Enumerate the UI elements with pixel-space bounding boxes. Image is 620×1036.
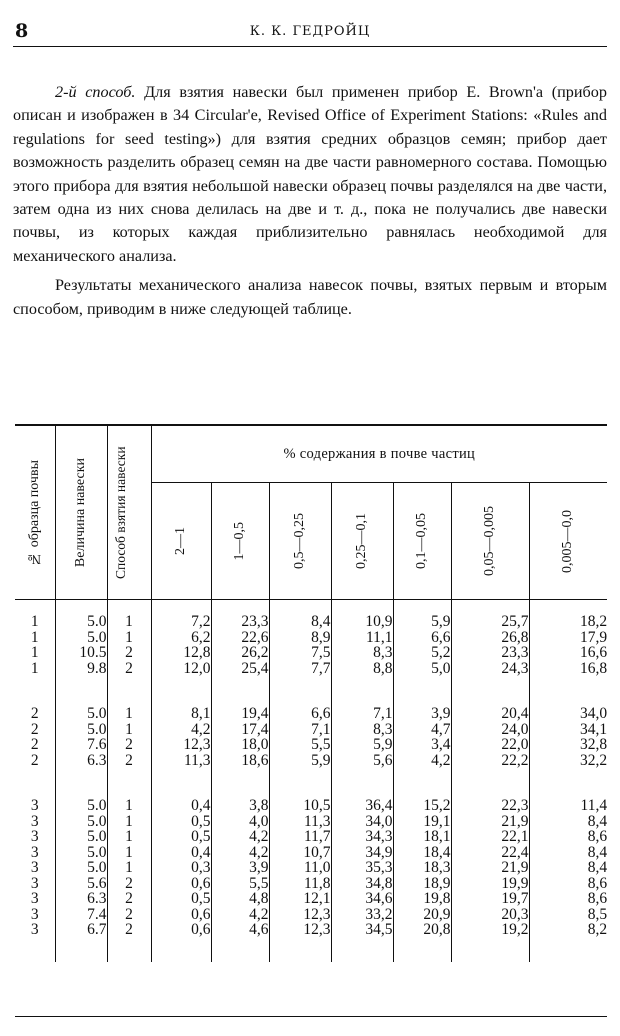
table-row	[15, 814, 607, 830]
spacer-cell	[151, 768, 211, 798]
table-cell: 7.4	[55, 907, 107, 923]
fraction-header	[151, 483, 211, 600]
table-cell: 22,1	[451, 829, 529, 845]
table-cell: 12,3	[269, 922, 331, 938]
body-text	[13, 81, 607, 321]
spacer-cell	[331, 938, 393, 962]
spacer-cell	[451, 676, 529, 706]
table-cell: 5,9	[269, 753, 331, 769]
table-cell: 4,6	[211, 922, 269, 938]
table-cell: 2	[107, 737, 151, 753]
table-cell: 11,0	[269, 860, 331, 876]
header-sample-number	[15, 425, 55, 600]
spacer-cell	[393, 768, 451, 798]
table-cell: 7,1	[269, 722, 331, 738]
table-row	[15, 722, 607, 738]
spacer-cell	[331, 676, 393, 706]
table-cell: 34,9	[331, 845, 393, 861]
table-cell: 3,4	[393, 737, 451, 753]
table-cell: 3	[30, 812, 39, 830]
table-cell: 1	[107, 706, 151, 722]
table-cell: 18,2	[529, 614, 607, 630]
table-cell: 2	[30, 736, 39, 753]
table-cell: 1	[107, 798, 151, 814]
table-cell: 8,6	[529, 891, 607, 907]
fraction-label: 1—0,5	[232, 521, 247, 561]
table-cell: 22,3	[451, 798, 529, 814]
fraction-header	[269, 483, 331, 600]
table-cell: 2	[107, 922, 151, 938]
table-cell: 1	[30, 628, 39, 646]
spacer-cell	[529, 676, 607, 706]
spacer-cell	[107, 600, 151, 615]
table-cell: 6.7	[55, 922, 107, 938]
table-cell: 0,4	[151, 798, 211, 814]
table-cell: 8,3	[331, 645, 393, 661]
group-spacer	[15, 938, 607, 962]
table-cell: 6,2	[151, 630, 211, 646]
spacer-cell	[15, 768, 55, 798]
table-cell: 6.3	[55, 753, 107, 769]
spacer-cell	[15, 600, 55, 615]
table-cell: 18,6	[211, 753, 269, 769]
table-cell: 1	[30, 644, 39, 661]
table-cell: 22,2	[451, 753, 529, 769]
table-cell: 11,4	[529, 798, 607, 814]
table-cell: 5,5	[211, 876, 269, 892]
table-cell: 1	[107, 860, 151, 876]
table-cell: 18,9	[393, 876, 451, 892]
table-cell: 5.0	[55, 814, 107, 830]
table-cell: 7,5	[269, 645, 331, 661]
table-row	[15, 737, 607, 753]
table-cell: 11,8	[269, 876, 331, 892]
spacer-cell	[451, 600, 529, 615]
table-cell: 6,6	[393, 630, 451, 646]
spacer-cell	[151, 676, 211, 706]
table-cell: 5.0	[55, 798, 107, 814]
table-cell: 0,6	[151, 922, 211, 938]
table-cell: 3	[30, 890, 39, 907]
table-cell: 26,8	[451, 630, 529, 646]
header-weight-label: Величина навески	[73, 457, 88, 568]
table-cell: 11,7	[269, 829, 331, 845]
table-cell: 21,9	[451, 860, 529, 876]
fraction-header	[451, 483, 529, 600]
table-cell: 1	[107, 845, 151, 861]
table-cell: 18,4	[393, 845, 451, 861]
table-cell: 19,8	[393, 891, 451, 907]
table-cell: 7,7	[269, 661, 331, 677]
table-cell: 20,9	[393, 907, 451, 923]
table-cell: 24,0	[451, 722, 529, 738]
page-number: 8	[15, 20, 29, 42]
group-spacer	[15, 768, 607, 798]
spacer-cell	[55, 938, 107, 962]
fraction-label: 0,1—0,05	[414, 513, 429, 569]
spacer-cell	[211, 768, 269, 798]
table-cell: 20,8	[393, 922, 451, 938]
spacer-cell	[15, 938, 55, 962]
table-row	[15, 829, 607, 845]
fraction-header	[331, 483, 393, 600]
table-cell: 34,5	[331, 922, 393, 938]
table-cell: 34,1	[529, 722, 607, 738]
table-cell: 12,3	[151, 737, 211, 753]
table-cell: 2	[107, 753, 151, 769]
table-cell: 5,9	[331, 737, 393, 753]
paragraph-results-intro: Результаты механического анализа навесок почвы, взятых первым и вторым способом, приводим в ниже следующей таблице.	[13, 276, 607, 318]
table-cell: 8,4	[529, 845, 607, 861]
table-row	[15, 922, 607, 938]
table-cell: 10,5	[269, 798, 331, 814]
table-cell: 21,9	[451, 814, 529, 830]
spacer-cell	[529, 600, 607, 615]
table-cell: 2	[107, 891, 151, 907]
table-cell: 6,6	[269, 706, 331, 722]
table-bottom-rule	[15, 1016, 607, 1017]
table-cell: 3	[30, 874, 39, 892]
spacer-cell	[269, 676, 331, 706]
table-cell: 3	[30, 859, 39, 876]
table-cell: 19,4	[211, 706, 269, 722]
table-cell: 8,5	[529, 907, 607, 923]
table-cell: 4,2	[393, 753, 451, 769]
table-cell: 19,2	[451, 922, 529, 938]
table-cell: 8,4	[529, 860, 607, 876]
table-row	[15, 907, 607, 923]
table-cell: 8,3	[331, 722, 393, 738]
table-cell: 4,2	[211, 845, 269, 861]
table-cell: 26,2	[211, 645, 269, 661]
spacer-cell	[211, 600, 269, 615]
fraction-header	[211, 483, 269, 600]
table-cell: 10.5	[55, 645, 107, 661]
table-cell: 2	[30, 720, 39, 738]
spacer-cell	[331, 600, 393, 615]
table-body	[15, 600, 607, 962]
fraction-label: 0,25—0,1	[354, 513, 369, 569]
table-cell: 5.6	[55, 876, 107, 892]
spacer-cell	[107, 768, 151, 798]
table-row	[15, 876, 607, 892]
spacer-cell	[269, 768, 331, 798]
table-cell: 8,6	[529, 876, 607, 892]
spacer-cell	[55, 600, 107, 615]
fraction-header	[529, 483, 607, 600]
table-cell: 25,4	[211, 661, 269, 677]
table-cell: 20,4	[451, 706, 529, 722]
table-cell: 18,1	[393, 829, 451, 845]
table-cell: 5,2	[393, 645, 451, 661]
header-method-label: Способ взятия навески	[113, 446, 128, 579]
table-cell: 2	[107, 876, 151, 892]
table-row	[15, 630, 607, 646]
spacer-cell	[211, 938, 269, 962]
table-cell: 33,2	[331, 907, 393, 923]
table-cell: 4,2	[151, 722, 211, 738]
table-cell: 1	[30, 659, 39, 677]
table-cell: 8,6	[529, 829, 607, 845]
fraction-label: 2—1	[173, 527, 188, 555]
table-cell: 2	[107, 907, 151, 923]
group-spacer	[15, 676, 607, 706]
table-cell: 5.0	[55, 706, 107, 722]
table-cell: 22,6	[211, 630, 269, 646]
table-cell: 34,0	[529, 706, 607, 722]
table-row	[15, 614, 607, 630]
table-cell: 15,2	[393, 798, 451, 814]
table-row	[15, 661, 607, 677]
table-cell: 3,9	[393, 706, 451, 722]
table-cell: 3	[30, 797, 39, 814]
table-cell: 1	[107, 814, 151, 830]
table-cell: 18,3	[393, 860, 451, 876]
table-cell: 8,2	[529, 922, 607, 938]
fraction-label: 0,5—0,25	[292, 513, 307, 569]
page-header	[13, 18, 607, 44]
table-cell: 19,9	[451, 876, 529, 892]
table-cell: 12,0	[151, 661, 211, 677]
spacer-cell	[393, 600, 451, 615]
table-cell: 8,8	[331, 661, 393, 677]
method-2-lead: 2-й способ.	[55, 83, 136, 101]
table-cell: 0,6	[151, 876, 211, 892]
table-cell: 1	[107, 614, 151, 630]
table-cell: 4,2	[211, 907, 269, 923]
spacer-cell	[151, 600, 211, 615]
spacer-cell	[211, 676, 269, 706]
table-cell: 10,9	[331, 614, 393, 630]
table-cell: 8,4	[269, 614, 331, 630]
table-cell: 5,9	[393, 614, 451, 630]
table-cell: 3	[30, 905, 39, 923]
group-spacer	[15, 600, 607, 615]
table-cell: 0,5	[151, 814, 211, 830]
spacer-cell	[269, 600, 331, 615]
table-cell: 1	[30, 613, 39, 630]
running-title: К. К. ГЕДРОЙЦ	[249, 24, 371, 39]
spacer-cell	[331, 768, 393, 798]
table-cell: 8,4	[529, 814, 607, 830]
table-cell: 6.3	[55, 891, 107, 907]
table-cell: 34,0	[331, 814, 393, 830]
table-row	[15, 706, 607, 722]
table-cell: 0,5	[151, 829, 211, 845]
table-cell: 7,1	[331, 706, 393, 722]
table-row	[15, 753, 607, 769]
table-cell: 3,9	[211, 860, 269, 876]
table-row	[15, 798, 607, 814]
table-cell: 5,0	[393, 661, 451, 677]
fraction-label: 0,05—0,005	[482, 506, 497, 576]
table-cell: 12,8	[151, 645, 211, 661]
table-cell: 3	[30, 843, 39, 861]
table-cell: 4,0	[211, 814, 269, 830]
table-cell: 18,0	[211, 737, 269, 753]
table-cell: 34,6	[331, 891, 393, 907]
table-cell: 0,4	[151, 845, 211, 861]
table-cell: 36,4	[331, 798, 393, 814]
table-cell: 19,7	[451, 891, 529, 907]
table-cell: 10,7	[269, 845, 331, 861]
fraction-label: 0,005—0,0	[560, 509, 576, 573]
spacer-cell	[269, 938, 331, 962]
table-cell: 20,3	[451, 907, 529, 923]
spacer-cell	[107, 938, 151, 962]
table-cell: 4,7	[393, 722, 451, 738]
table-cell: 2	[107, 645, 151, 661]
table-row	[15, 860, 607, 876]
spacer-cell	[393, 676, 451, 706]
table-row	[15, 891, 607, 907]
table-cell: 19,1	[393, 814, 451, 830]
table-cell: 11,1	[331, 630, 393, 646]
table-cell: 3,8	[211, 798, 269, 814]
table-cell: 11,3	[151, 753, 211, 769]
spacer-cell	[529, 938, 607, 962]
spacer-cell	[55, 676, 107, 706]
table-cell: 17,4	[211, 722, 269, 738]
table-cell: 12,3	[269, 907, 331, 923]
spacer-cell	[529, 768, 607, 798]
table-cell: 5.0	[55, 614, 107, 630]
table-cell: 1	[107, 722, 151, 738]
table-cell: 7.6	[55, 737, 107, 753]
table-cell: 9.8	[55, 661, 107, 677]
table-cell: 23,3	[451, 645, 529, 661]
table-cell: 0,3	[151, 860, 211, 876]
table-cell: 11,3	[269, 814, 331, 830]
mechanical-analysis-table	[15, 424, 607, 962]
table-cell: 22,0	[451, 737, 529, 753]
table-cell: 0,6	[151, 907, 211, 923]
table-cell: 16,8	[529, 661, 607, 677]
table-cell: 22,4	[451, 845, 529, 861]
table-cell: 32,2	[529, 753, 607, 769]
table-cell: 0,5	[151, 891, 211, 907]
table-cell: 2	[30, 751, 39, 769]
table-cell: 5,5	[269, 737, 331, 753]
table-cell: 34,3	[331, 829, 393, 845]
paragraph-method-2	[13, 81, 607, 268]
table-cell: 2	[30, 705, 39, 722]
table-cell: 16,6	[529, 645, 607, 661]
table-cell: 4,2	[211, 829, 269, 845]
table-cell: 2	[107, 661, 151, 677]
table-cell: 1	[107, 829, 151, 845]
table-cell: 5.0	[55, 845, 107, 861]
spacer-cell	[151, 938, 211, 962]
table-cell: 24,3	[451, 661, 529, 677]
table-cell: 12,1	[269, 891, 331, 907]
spacer-cell	[393, 938, 451, 962]
header-sample-label: № образца почвы	[26, 459, 42, 566]
fraction-header	[393, 483, 451, 600]
table-cell: 7,2	[151, 614, 211, 630]
header-rule	[13, 46, 607, 47]
table-cell: 5.0	[55, 630, 107, 646]
spacer-cell	[107, 676, 151, 706]
table-cell: 5.0	[55, 860, 107, 876]
table-cell: 23,3	[211, 614, 269, 630]
table-cell: 5.0	[55, 829, 107, 845]
table-cell: 8,1	[151, 706, 211, 722]
table-cell: 25,7	[451, 614, 529, 630]
spacer-cell	[451, 768, 529, 798]
table-cell: 8,9	[269, 630, 331, 646]
spacer-cell	[15, 676, 55, 706]
table-cell: 17,9	[529, 630, 607, 646]
spacer-cell	[55, 768, 107, 798]
method-2-text: Для взятия навески был применен прибор E. Brown'а (прибор описан и изображен в 34 Circular'е, Revised Office of Experiment Stations: «Rules and regulations for seed testing») для взятия средних образцов семян; прибор дает возможность разделить образец семян на две части равномерного состава. Помощью этого прибора для взятия небольшой навески образец почвы разделялся на две части, затем одна из них снова делилась на две и т. д., пока не получались две навески почвы, из которых каждая приблизительно равнялась необходимой для механического анализа.	[13, 83, 607, 265]
table-cell: 35,3	[331, 860, 393, 876]
table-cell: 5.0	[55, 722, 107, 738]
table-row	[15, 845, 607, 861]
table-cell: 34,8	[331, 876, 393, 892]
table-cell: 32,8	[529, 737, 607, 753]
spacer-cell	[451, 938, 529, 962]
table-cell: 3	[30, 921, 39, 938]
table-cell: 3	[30, 828, 39, 845]
table-cell: 1	[107, 630, 151, 646]
header-weight	[55, 425, 107, 600]
table-cell: 4,8	[211, 891, 269, 907]
header-method	[107, 425, 151, 600]
table-row	[15, 645, 607, 661]
table-cell: 5,6	[331, 753, 393, 769]
header-fraction-group: % содержания в почве частиц	[151, 425, 607, 483]
